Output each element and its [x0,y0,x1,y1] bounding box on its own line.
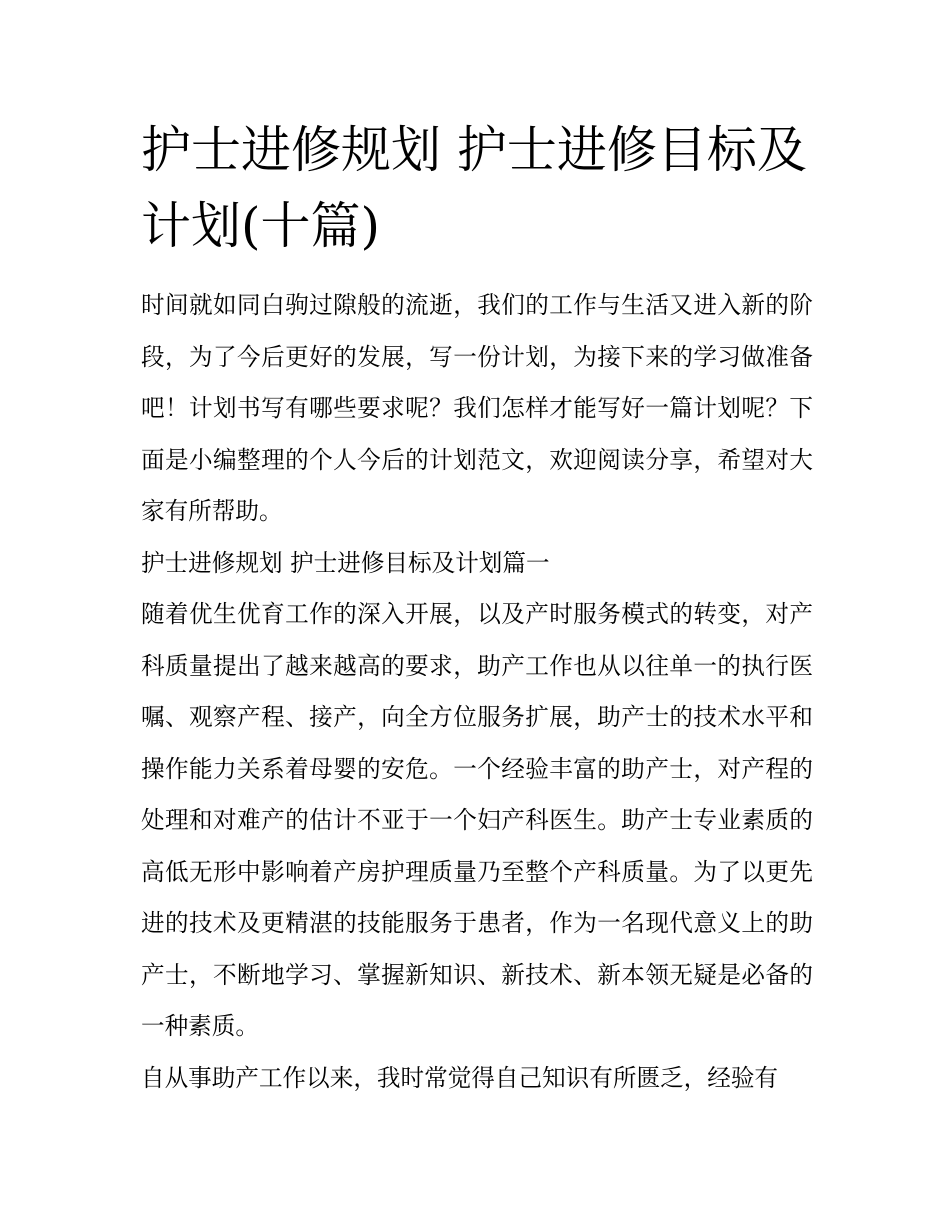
body-paragraph: 自从事助产工作以来，我时常觉得自己知识有所匮乏，经验有 [141,1063,779,1092]
document-page [141,112,813,1104]
document-title: 护士进修规划 护士进修目标及计划(十篇) [141,121,807,255]
intro-paragraph: 时间就如同白驹过隙般的流逝，我们的工作与生活又进入新的阶段，为了今后更好的发展，写一份计划，为接下来的学习做准备吧！计划书写有哪些要求呢？我们怎样才能写好一篇计划呢？下面是小编整理的个人今后的计划范文，欢迎阅读分享，希望对大家有所帮助。 [141,291,813,525]
body-paragraph: 随着优生优育工作的深入开展，以及产时服务模式的转变，对产科质量提出了越来越高的要求，助产工作也从以往单一的执行医嘱、观察产程、接产，向全方位服务扩展，助产士的技术水平和操作能力关系着母婴的安危。一个经验丰富的助产士，对产程的处理和对难产的估计不亚于一个妇产科医生。助产士专业素质的高低无形中影响着产房护理质量乃至整个产科质量。为了以更先进的技术及更精湛的技能服务于患者，作为一名现代意义上的助产士，不断地学习、掌握新知识、新技术、新本领无疑是必备的一种素质。 [141,600,813,1040]
section-heading: 护士进修规划 护士进修目标及计划篇一 [141,548,550,577]
